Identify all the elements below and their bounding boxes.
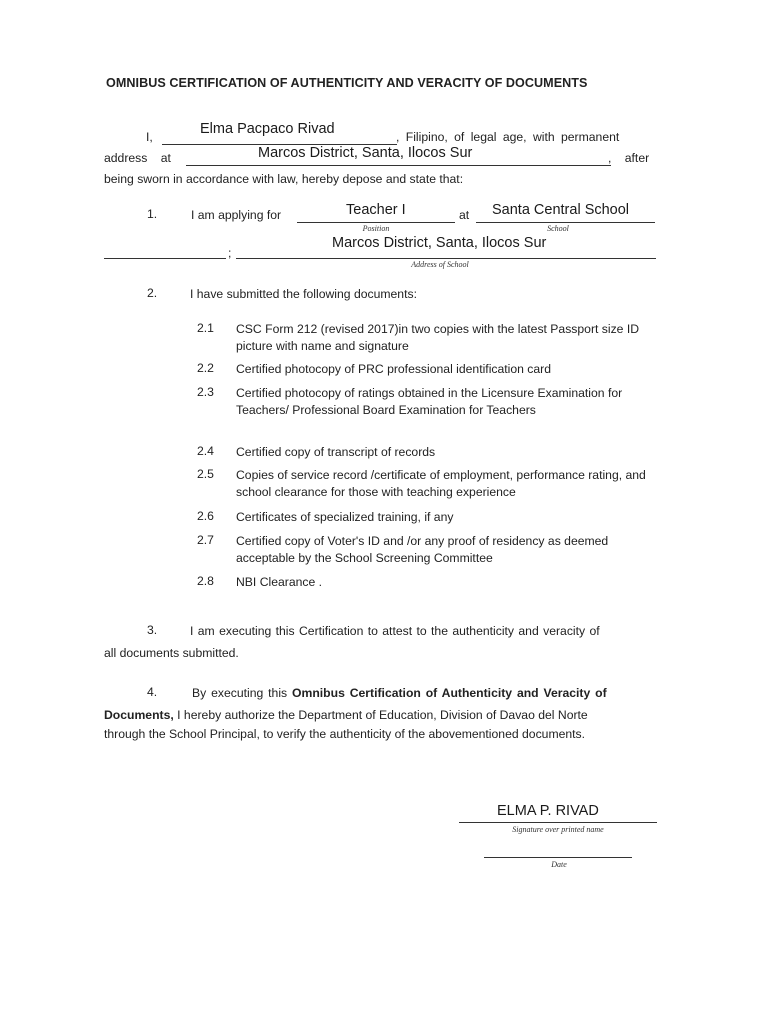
subitem-text: CSC Form 212 (revised 2017)in two copies with the latest Passport size ID picture with name and signature (236, 322, 640, 353)
subitem-number: 2.3 (197, 385, 214, 399)
subitem-text: Certificates of specialized training, if any (236, 510, 454, 524)
subitem-text: NBI Clearance . (236, 575, 323, 589)
school-address-caption: Address of School (411, 260, 469, 269)
school-address-value: Marcos District, Santa, Ilocos Sur (332, 235, 547, 251)
item2-text: I have submitted the following documents: (190, 287, 417, 301)
subitem-number: 2.6 (197, 509, 214, 523)
date-caption: Date (551, 860, 567, 869)
item4-rest2: I hereby authorize the Department of Education, Division of Davao del Norte (177, 708, 588, 722)
school-value: Santa Central School (492, 202, 630, 218)
applicant-address: Marcos District, Santa, Ilocos Sur (258, 145, 473, 161)
item4-line2 (104, 707, 588, 724)
item4-lead: By executing this (192, 686, 288, 700)
position-underline (297, 222, 455, 223)
document-title: OMNIBUS CERTIFICATION OF AUTHENTICITY AND VERACITY OF DOCUMENTS (106, 76, 588, 90)
item4-bold2: Documents, (104, 708, 174, 722)
signature-caption: Signature over printed name (512, 825, 604, 834)
signature-name: ELMA P. RIVAD (497, 803, 599, 819)
position-value: Teacher I (346, 202, 406, 218)
school-address-underline (236, 258, 656, 259)
position-caption: Position (362, 224, 390, 233)
subitem-text: Certified copy of Voter's ID and /or any proof of residency as deemed acceptable by the School Screening Committee (236, 534, 609, 565)
item3-line2: all documents submitted. (104, 646, 239, 660)
item3-line1: I am executing this Certification to attest to the authenticity and veracity of (190, 624, 600, 638)
item1-text: I am applying for (191, 208, 282, 222)
subitem-text: Certified photocopy of ratings obtained in the Licensure Examination for Teachers/ Professional Board Examination for Teachers (236, 386, 623, 417)
address-underline (186, 165, 611, 166)
date-underline (484, 857, 632, 858)
intro-after-name: , Filipino, of legal age, with permanent (396, 130, 620, 144)
item4-line3: through the School Principal, to verify the authenticity of the abovementioned documents. (104, 727, 586, 741)
item4-bold1: Omnibus Certification of Authenticity and Veracity of (292, 686, 607, 700)
intro-after-address: , after (608, 151, 650, 165)
signature-underline (459, 822, 657, 823)
subitem-text: Certified photocopy of PRC professional identification card (236, 362, 552, 376)
subitem-number: 2.5 (197, 467, 214, 481)
school-caption: School (547, 224, 569, 233)
subitem-number: 2.2 (197, 361, 214, 375)
intro-line3: being sworn in accordance with law, hereby depose and state that: (104, 172, 464, 186)
intro-i-label: I, (146, 130, 153, 144)
item2-number: 2. (147, 286, 158, 300)
item1-semicolon: ; (228, 246, 232, 260)
subitem-number: 2.4 (197, 444, 214, 458)
subitem-text: Certified copy of transcript of records (236, 445, 436, 459)
subitem-number: 2.8 (197, 574, 214, 588)
subitem-text: Copies of service record /certificate of employment, performance rating, and school clearance for those with teaching experience (236, 468, 646, 499)
applicant-name: Elma Pacpaco Rivad (200, 121, 335, 137)
subitem-number: 2.1 (197, 321, 214, 335)
item4-line1 (192, 685, 607, 702)
item3-number: 3. (147, 623, 158, 637)
item1-number: 1. (147, 207, 158, 221)
item1-at: at (459, 208, 470, 222)
blank-underline (104, 258, 226, 259)
item4-number: 4. (147, 685, 158, 699)
address-label: address at (104, 151, 171, 165)
subitem-number: 2.7 (197, 533, 214, 547)
school-underline (476, 222, 655, 223)
